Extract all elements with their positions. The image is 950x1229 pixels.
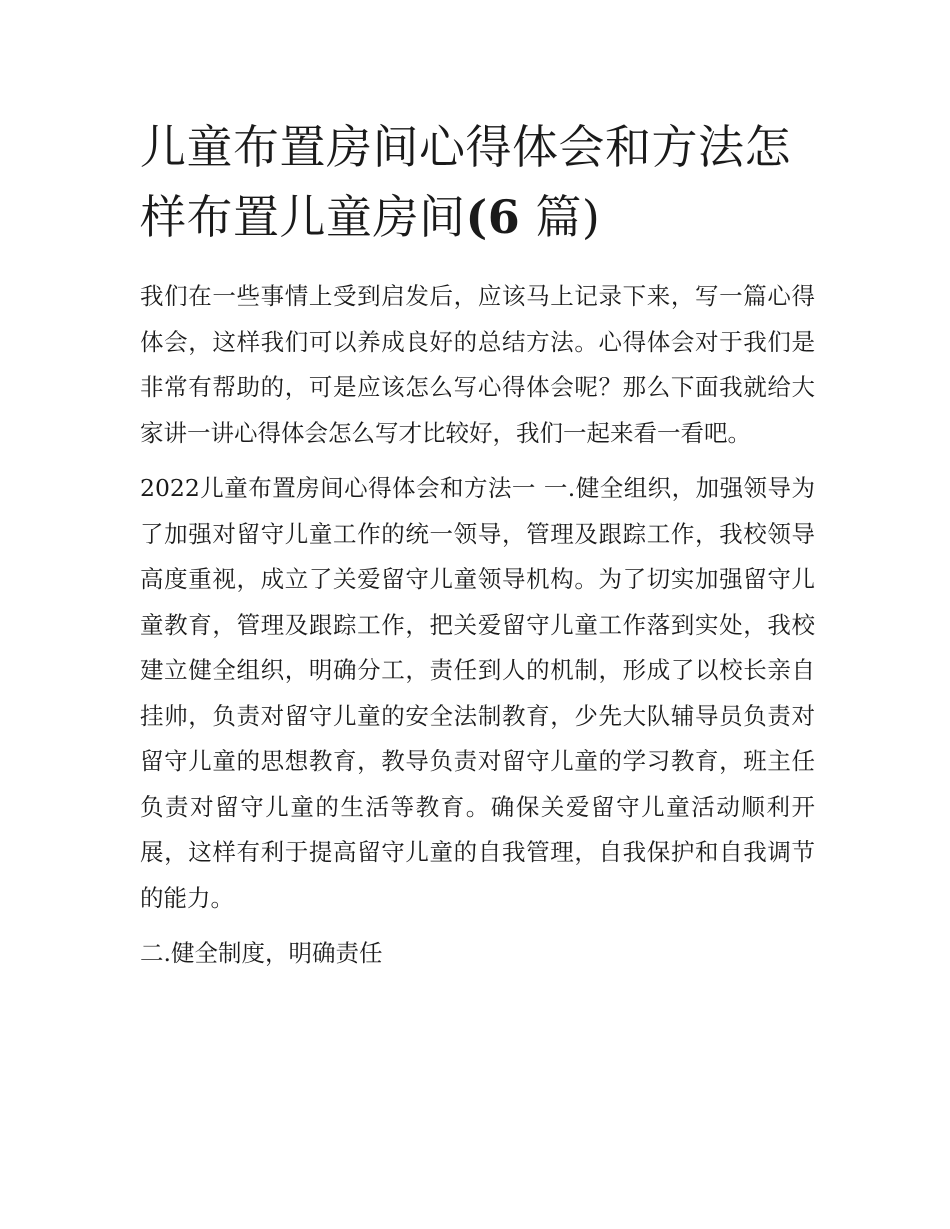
section-one-paragraph: 2022儿童布置房间心得体会和方法一 一.健全组织，加强领导为了加强对留守儿童工作的统一领导，管理及跟踪工作，我校领导高度重视，成立了关爱留守儿童领导机构。为了切实加强留守儿童教育，管理及跟踪工作，把关爱留守儿童工作落到实处，我校建立健全组织，明确分工，责任到人的机制，形成了以校长亲自挂帅，负责对留守儿童的安全法制教育，少先大队辅导员负责对留守儿童的思想教育，教导负责对留守儿童的学习教育，班主任负责对留守儿童的生活等教育。确保关爱留守儿童活动顺利开展，这样有利于提高留守儿童的自我管理，自我保护和自我调节的能力。 [140, 474, 815, 912]
section-two-heading: 二.健全制度，明确责任 [140, 939, 383, 967]
intro-paragraph: 我们在一些事情上受到启发后，应该马上记录下来，写一篇心得体会，这样我们可以养成良好的总结方法。心得体会对于我们是非常有帮助的，可是应该怎么写心得体会呢？那么下面我就给大家讲一讲心得体会怎么写才比较好，我们一起来看一看吧。 [140, 282, 815, 447]
title-suffix: 篇) [535, 190, 601, 244]
title-count: (6 [465, 190, 521, 244]
title-text: 儿童布置房间心得体会和方法怎样布置儿童房间 [140, 120, 791, 244]
document-body [140, 112, 815, 987]
document-title [140, 112, 815, 252]
